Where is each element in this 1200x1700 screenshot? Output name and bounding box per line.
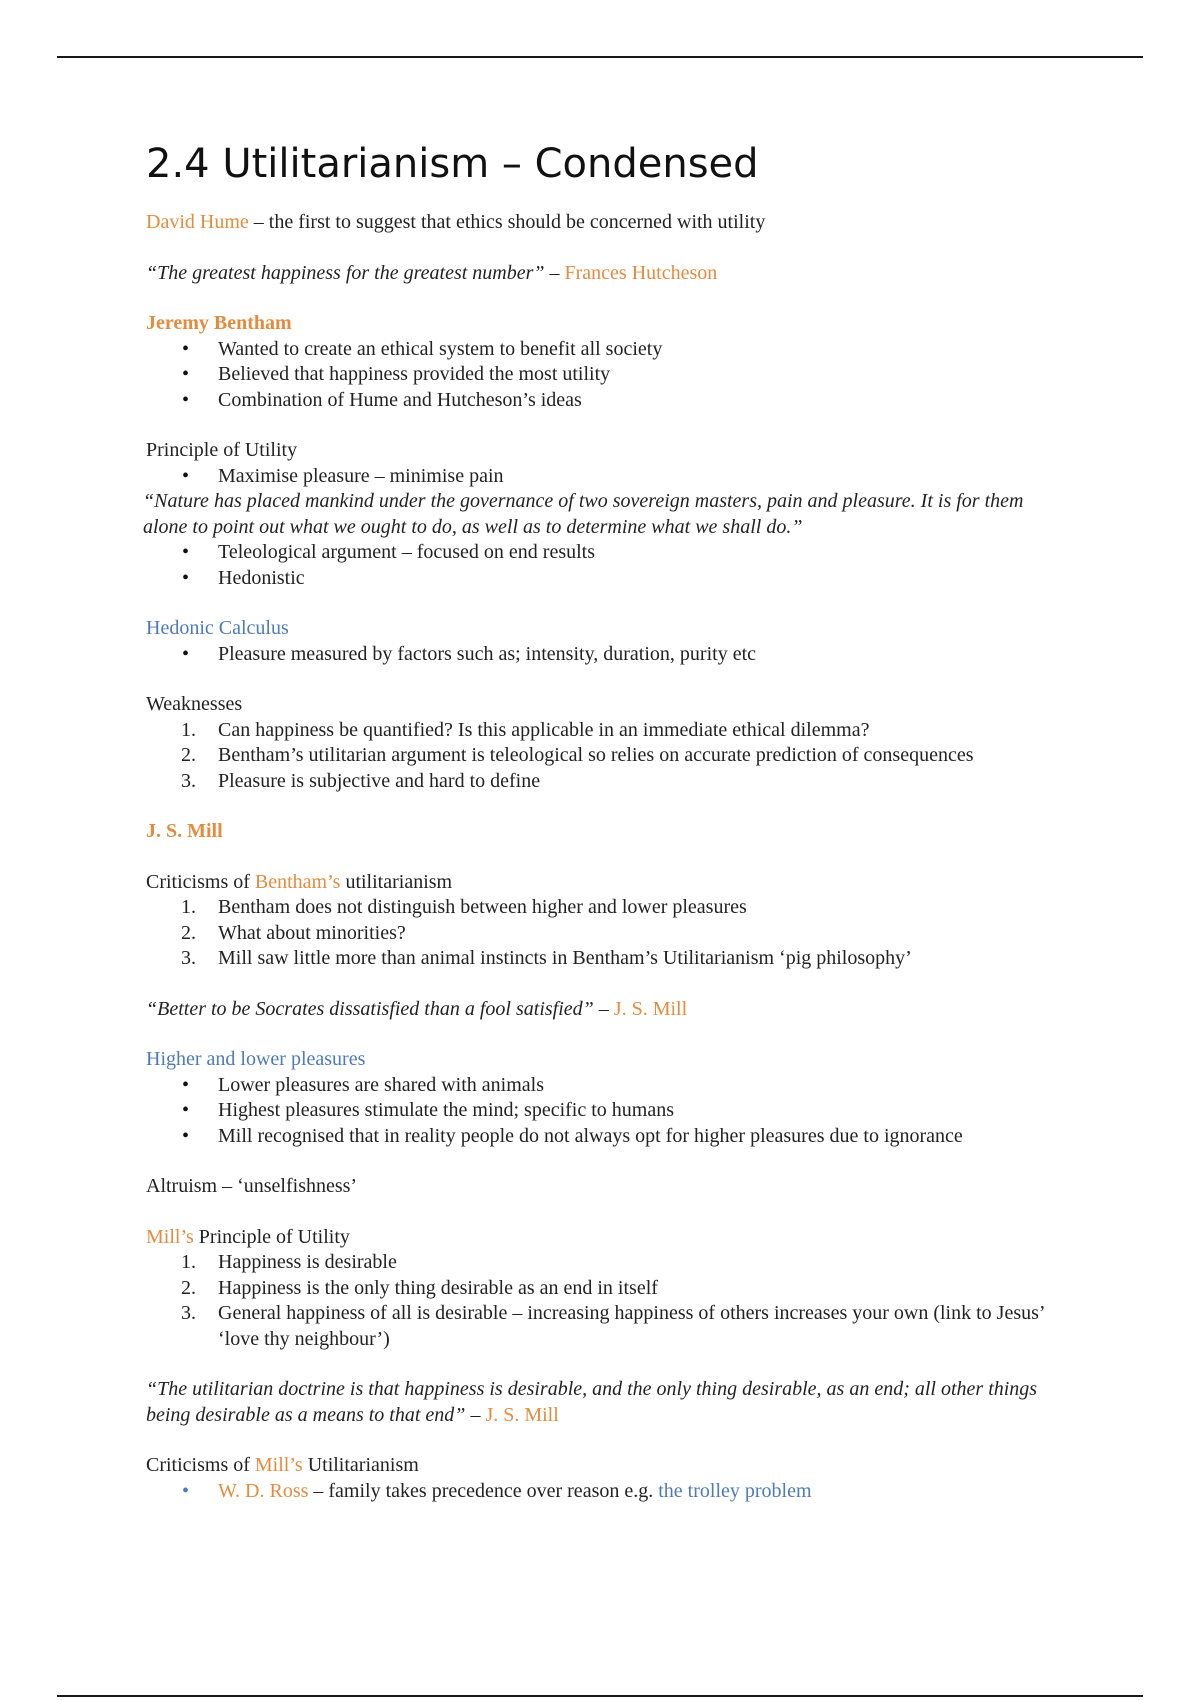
altruism-line: Altruism – ‘unselfishness’ — [146, 1175, 358, 1197]
list-item: • Highest pleasures stimulate the mind; specific to humans — [146, 1098, 1066, 1124]
item-number: 3. — [181, 1302, 196, 1324]
list-item: • Wanted to create an ethical system to benefit all society — [146, 337, 1066, 363]
mill-criticisms-list — [146, 1479, 1066, 1505]
crit-mill-suffix: Utilitarianism — [302, 1454, 419, 1476]
hume-text: – the first to suggest that ethics should be concerned with utility — [248, 211, 766, 233]
weaknesses-heading: Weaknesses — [146, 693, 243, 715]
principle-list — [146, 464, 1066, 490]
socrates-dash: – — [593, 997, 614, 1020]
bentham-heading: Jeremy Bentham — [146, 312, 292, 334]
list-item — [146, 1276, 1066, 1302]
calculus-list — [146, 642, 1066, 668]
item-number: 1. — [181, 1251, 196, 1273]
list-item — [146, 743, 1066, 769]
item-text: Happiness is desirable — [218, 1251, 397, 1273]
hutcheson-quote: “The greatest happiness for the greatest number” — [146, 261, 545, 284]
principle-heading: Principle of Utility — [146, 439, 298, 461]
bentham-criticisms-list — [146, 895, 1066, 972]
bentham-list — [146, 337, 1066, 414]
pleasures-heading: Higher and lower pleasures — [146, 1048, 366, 1070]
doctrine-line — [146, 1377, 1066, 1428]
hutcheson-dash: – — [544, 261, 565, 284]
trolley-problem-link[interactable]: the trolley problem — [658, 1479, 812, 1502]
top-rule — [57, 56, 1143, 58]
crit-mill-prefix: Criticisms of — [146, 1454, 255, 1476]
hedonic-calculus-heading: Hedonic Calculus — [146, 617, 289, 639]
item-number: 3. — [181, 769, 196, 792]
item-text: Bentham does not distinguish between higher and lower pleasures — [218, 896, 747, 918]
item-number: 2. — [181, 1276, 196, 1299]
hume-name: David Hume — [146, 211, 249, 233]
list-item: • Pleasure measured by factors such as; intensity, duration, purity etc — [146, 642, 1066, 668]
item-text: Mill saw little more than animal instincts in Bentham’s Utilitarianism ‘pig philosophy’ — [218, 947, 912, 969]
item-text: Pleasure is subjective and hard to define — [218, 769, 541, 792]
item-number: 3. — [181, 947, 196, 969]
list-item — [146, 718, 1066, 744]
criticisms-prefix: Criticisms of — [146, 870, 255, 893]
list-item: • Maximise pleasure – minimise pain — [146, 464, 1066, 490]
mill-principle-list — [146, 1250, 1066, 1352]
socrates-quote: “Better to be Socrates dissatisfied than a fool satisfied” — [146, 997, 594, 1020]
item-text: What about minorities? — [218, 921, 406, 944]
list-item — [146, 769, 1066, 795]
list-item — [146, 1250, 1066, 1276]
ross-text: – family takes precedence over reason e.g. — [308, 1479, 659, 1502]
ross-name: W. D. Ross — [218, 1479, 309, 1502]
item-text: Bentham’s utilitarian argument is teleological so relies on accurate prediction of consequences — [218, 744, 974, 766]
list-item: • Believed that happiness provided the most utility — [146, 362, 1066, 388]
socrates-line — [146, 997, 1066, 1023]
hume-line — [146, 210, 1066, 236]
doctrine-quote: “The utilitarian doctrine is that happiness is desirable, and the only thing desirable, as an end; all other things being desirable as a means to that end” — [146, 1378, 1038, 1426]
list-item: • Combination of Hume and Hutcheson’s ideas — [146, 388, 1066, 414]
item-text: Happiness is the only thing desirable as an end in itself — [218, 1276, 658, 1299]
item-number: 1. — [181, 718, 196, 741]
hutcheson-line — [146, 261, 1066, 287]
crit-mill-name: Mill’s — [254, 1454, 303, 1476]
weaknesses-list — [146, 718, 1066, 795]
pleasures-list — [146, 1073, 1066, 1150]
mill-criticisms-heading — [146, 1453, 1066, 1479]
list-item — [146, 1479, 1066, 1505]
list-item — [146, 921, 1066, 947]
list-item — [146, 895, 1066, 921]
doctrine-attribution: J. S. Mill — [485, 1403, 559, 1426]
list-item — [146, 946, 1066, 972]
item-number: 1. — [181, 896, 196, 918]
criticisms-name: Bentham’s — [254, 870, 341, 893]
item-number: 2. — [181, 921, 196, 944]
principle-list-2 — [146, 540, 1066, 591]
hutcheson-name: Frances Hutcheson — [564, 261, 718, 284]
item-text: General happiness of all is desirable – increasing happiness of others increases your own (link to Jesus’ ‘love thy neighbour’) — [218, 1302, 1045, 1350]
bottom-rule — [57, 1695, 1143, 1697]
nature-quote: “Nature has placed mankind under the governance of two sovereign masters, pain and pleasure. It is for them alone to point out what we ought to do, as well as to determine what we shall do.” — [143, 490, 1024, 538]
bentham-criticisms-heading — [146, 870, 1066, 896]
page-title: 2.4 Utilitarianism – Condensed — [146, 141, 759, 187]
list-item: • Mill recognised that in reality people do not always opt for higher pleasures due to ignorance — [146, 1124, 1066, 1150]
mill-principle-suffix: Principle of Utility — [193, 1225, 350, 1248]
list-item — [146, 1301, 1066, 1352]
list-item: • Lower pleasures are shared with animals — [146, 1073, 1066, 1099]
document-body — [143, 140, 1066, 1504]
mill-heading: J. S. Mill — [146, 820, 223, 842]
item-text: Can happiness be quantified? Is this applicable in an immediate ethical dilemma? — [218, 718, 870, 741]
mill-principle-heading — [146, 1225, 1066, 1251]
list-item: • Hedonistic — [146, 566, 1066, 592]
doctrine-dash: – — [465, 1403, 486, 1426]
mill-principle-name: Mill’s — [146, 1225, 194, 1248]
list-item: • Teleological argument – focused on end results — [146, 540, 1066, 566]
item-number: 2. — [181, 744, 196, 766]
socrates-attribution: J. S. Mill — [613, 997, 688, 1020]
criticisms-suffix: utilitarianism — [340, 870, 453, 893]
